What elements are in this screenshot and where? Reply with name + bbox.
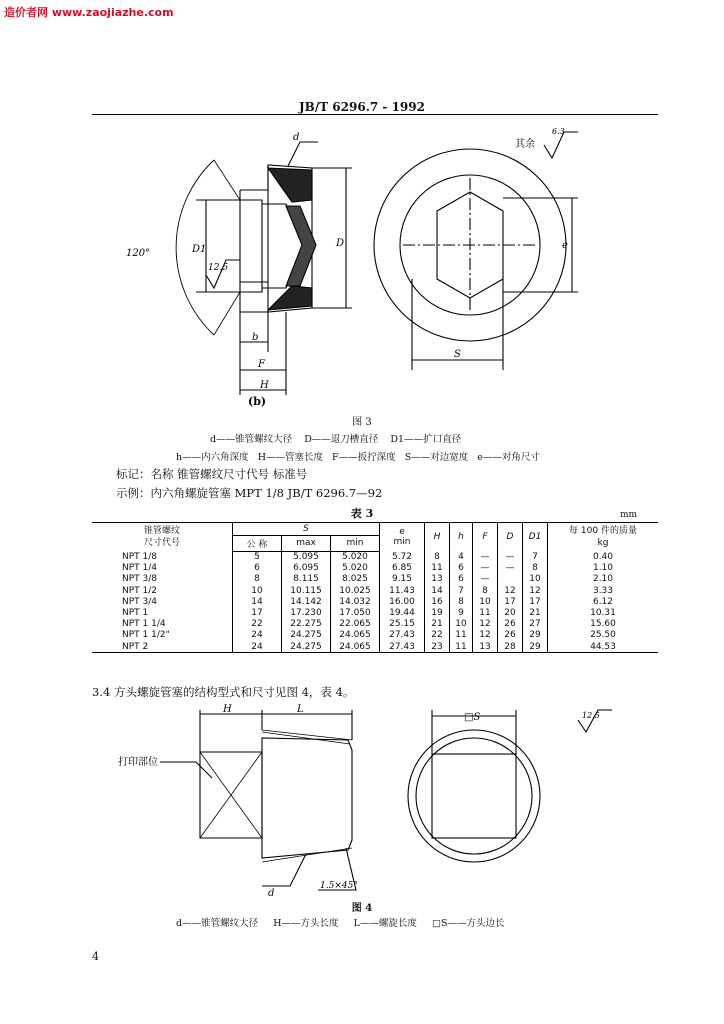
table-cell: 10 [450, 619, 473, 630]
figure-3-legend-1 [210, 431, 461, 445]
table-cell: — [498, 563, 523, 574]
table-cell: 5.095 [282, 551, 331, 563]
table-cell: 7 [450, 585, 473, 596]
table-cell: NPT 1/8 [122, 551, 158, 562]
table-cell: 28 [498, 641, 523, 652]
dim-H4-label: H [223, 704, 232, 715]
dim-D-label: D [336, 238, 345, 249]
table-cell: 26 [498, 619, 523, 630]
table-cell: 9.15 [380, 574, 425, 585]
dim-b-label: b [252, 332, 259, 343]
col-S-min: min [331, 536, 380, 551]
chamfer-label: 1.5×45° [320, 881, 358, 891]
table-cell: 6 [450, 574, 473, 585]
table-cell: 29 [523, 630, 548, 641]
table-cell: 24.275 [282, 630, 331, 641]
table-cell: 15.60 [548, 619, 659, 630]
table-cell: 5 [233, 551, 282, 563]
table-cell: 12 [498, 585, 523, 596]
sub-label-b: (b) [248, 395, 267, 408]
table-cell: 16.00 [380, 596, 425, 607]
table-cell: 11 [473, 607, 498, 618]
legend-item: D——退刀槽直径 [304, 434, 379, 445]
table-cell: 6.12 [548, 596, 659, 607]
table-cell: 24.275 [282, 641, 331, 652]
table-cell: 12 [473, 619, 498, 630]
roughness4-value: 12.5 [582, 711, 600, 720]
table-cell: 5.020 [331, 563, 380, 574]
table-cell: 14.142 [282, 596, 331, 607]
table-cell: 17 [233, 607, 282, 618]
table-cell: 10 [473, 596, 498, 607]
table-cell: 1.10 [548, 563, 659, 574]
col-thread: 锥管螺纹 尺寸代号 [143, 526, 180, 548]
legend-item: S——对边宽度 [404, 452, 469, 463]
dim-d-label: d [293, 132, 300, 143]
table-cell: 9 [450, 607, 473, 618]
table-row [92, 641, 658, 652]
section-3-4: 3.4 方头螺旋管塞的结构型式和尺寸见图 4，表 4。 [92, 685, 355, 699]
dim-H-label: H [260, 380, 269, 391]
figure-3-legend-2 [176, 449, 540, 463]
marking-note: 标记：名称 锥管螺纹尺寸代号 标准号 [116, 467, 308, 481]
table-cell: 4 [450, 551, 473, 563]
table-cell: 10.115 [282, 585, 331, 596]
table-cell: NPT 1 [122, 608, 149, 619]
table-cell: 6.85 [380, 563, 425, 574]
table-cell: 12 [523, 585, 548, 596]
table-cell: 10.31 [548, 607, 659, 618]
col-F: F [473, 523, 498, 551]
table-3-title: 表 3 [350, 507, 374, 520]
dim-S-label: S [454, 349, 461, 360]
legend-item: d——锥管螺纹大径 [210, 434, 293, 445]
table-row [92, 619, 658, 630]
table-cell: 22 [425, 630, 450, 641]
table-cell: NPT 3/8 [122, 574, 158, 585]
table-cell: 29 [523, 641, 548, 652]
col-D1: D1 [523, 523, 548, 551]
table-cell: 8 [450, 596, 473, 607]
table-cell: 8 [473, 585, 498, 596]
table-cell: 27.43 [380, 630, 425, 641]
table-cell: 11.43 [380, 585, 425, 596]
table-cell: NPT 1/4 [122, 563, 158, 574]
table-cell: 8 [523, 563, 548, 574]
table-cell: 26 [498, 630, 523, 641]
figure-4-caption: 图 4 [351, 903, 373, 914]
table-row [92, 551, 658, 563]
table-cell: 12 [473, 630, 498, 641]
roughness-value: 12.5 [208, 263, 229, 273]
table-cell: 14.032 [331, 596, 380, 607]
page-header: JB/T 6296.7 - 1992 [299, 100, 425, 114]
table-cell: 3.33 [548, 585, 659, 596]
table-cell: 21 [425, 619, 450, 630]
table-cell: — [498, 551, 523, 563]
table-cell: 5.72 [380, 551, 425, 563]
mark-position-label: 打印部位 [118, 757, 158, 768]
table-cell: 10 [523, 574, 548, 585]
table-cell: 24 [233, 641, 282, 652]
table-cell: 0.40 [548, 551, 659, 563]
table-cell: 17 [523, 596, 548, 607]
col-h: h [450, 523, 473, 551]
header-rule [92, 114, 658, 115]
table-cell: 17.050 [331, 607, 380, 618]
table-cell: 14 [233, 596, 282, 607]
table-cell: 10.025 [331, 585, 380, 596]
table-cell: 6 [233, 563, 282, 574]
figure-3-drawing [0, 120, 724, 410]
example-note: 示例：内六角螺旋管塞 MPT 1/8 JB/T 6296.7—92 [116, 486, 383, 500]
table-cell: 20 [498, 607, 523, 618]
table-3-unit: mm [620, 510, 638, 520]
col-D: D [498, 523, 523, 551]
page-number: 4 [92, 950, 99, 963]
table-cell: 13 [473, 641, 498, 652]
angle-label: 120° [126, 248, 151, 259]
legend-item: □S——方头边长 [432, 918, 505, 929]
table-cell: 24 [233, 630, 282, 641]
legend-item: F——扳拧深度 [332, 452, 396, 463]
table-cell: 25.50 [548, 630, 659, 641]
legend-item: d——锥管螺纹大径 [176, 918, 259, 929]
legend-item: D1——扩口直径 [390, 434, 462, 445]
table-cell: 2.10 [548, 574, 659, 585]
legend-item: e——对角尺寸 [477, 452, 540, 463]
table-row [92, 630, 658, 641]
table-cell: 7 [523, 551, 548, 563]
table-cell: 8.115 [282, 574, 331, 585]
table-cell: 21 [523, 607, 548, 618]
legend-item: h——内六角深度 [176, 452, 249, 463]
table-cell: NPT 1/2 [122, 585, 158, 596]
table-cell: 14 [425, 585, 450, 596]
table-row [92, 607, 658, 618]
table-cell: 5.020 [331, 551, 380, 563]
legend-item: L——螺旋长度 [353, 918, 417, 929]
table-cell: 22 [233, 619, 282, 630]
table-cell: 44.53 [548, 641, 659, 652]
col-S: S [233, 523, 380, 536]
table-cell: — [473, 563, 498, 574]
roughness-rest-value: 6.3 [552, 127, 565, 136]
table-cell: 16 [425, 596, 450, 607]
table-cell: 17.230 [282, 607, 331, 618]
table-cell: 11 [450, 630, 473, 641]
table-row [92, 596, 658, 607]
col-S-max: max [282, 536, 331, 551]
col-e: e min [380, 523, 425, 551]
dim-e-label: e [562, 240, 568, 251]
figure-3-caption: 图 3 [352, 417, 372, 428]
table-cell: NPT 1 1/4 [122, 619, 166, 630]
table-cell: 24.065 [331, 630, 380, 641]
table-cell: 19 [425, 607, 450, 618]
table-cell: 23 [425, 641, 450, 652]
table-cell: NPT 1 1/2" [122, 630, 170, 641]
table-cell: 6.095 [282, 563, 331, 574]
table-cell: 13 [425, 574, 450, 585]
table-cell: 8 [425, 551, 450, 563]
table-cell: — [473, 551, 498, 563]
col-S-nom: 公 称 [233, 536, 282, 551]
table-row [92, 574, 658, 585]
table-cell: 11 [425, 563, 450, 574]
table-cell: 19.44 [380, 607, 425, 618]
table-cell: 6 [450, 563, 473, 574]
dim-L-label: L [297, 704, 304, 715]
table-cell [498, 574, 523, 585]
table-cell: 10 [233, 585, 282, 596]
table-cell: 25.15 [380, 619, 425, 630]
table-cell: 22.065 [331, 619, 380, 630]
legend-item: H——管塞长度 [257, 452, 323, 463]
table-cell: 27 [523, 619, 548, 630]
table-cell: 17 [498, 596, 523, 607]
table-cell: 22.275 [282, 619, 331, 630]
table-cell: 11 [450, 641, 473, 652]
table-row [92, 585, 658, 596]
table-cell: 27.43 [380, 641, 425, 652]
dim-D1-label: D1 [192, 244, 207, 255]
dim-F-label: F [258, 359, 265, 370]
roughness-rest-label: 其余 [515, 139, 535, 150]
table-cell: 24.065 [331, 641, 380, 652]
col-H: H [425, 523, 450, 551]
figure-4-legend [176, 915, 505, 929]
dim-d4-label: d [268, 888, 275, 899]
legend-item: H——方头长度 [273, 918, 339, 929]
table-cell: — [473, 574, 498, 585]
figure-4-drawing [0, 700, 724, 910]
table-3 [92, 522, 658, 653]
table-cell: NPT 2 [122, 641, 149, 652]
col-mass: 每 100 件的质量 kg [548, 523, 659, 551]
table-3-body [92, 551, 658, 652]
table-row [92, 563, 658, 574]
table-cell: 8.025 [331, 574, 380, 585]
table-cell: 8 [233, 574, 282, 585]
dim-S4-label: □S [464, 712, 481, 723]
table-cell: NPT 3/4 [122, 596, 158, 607]
watermark: 造价者网 www.zaojiazhe.com [4, 6, 174, 19]
